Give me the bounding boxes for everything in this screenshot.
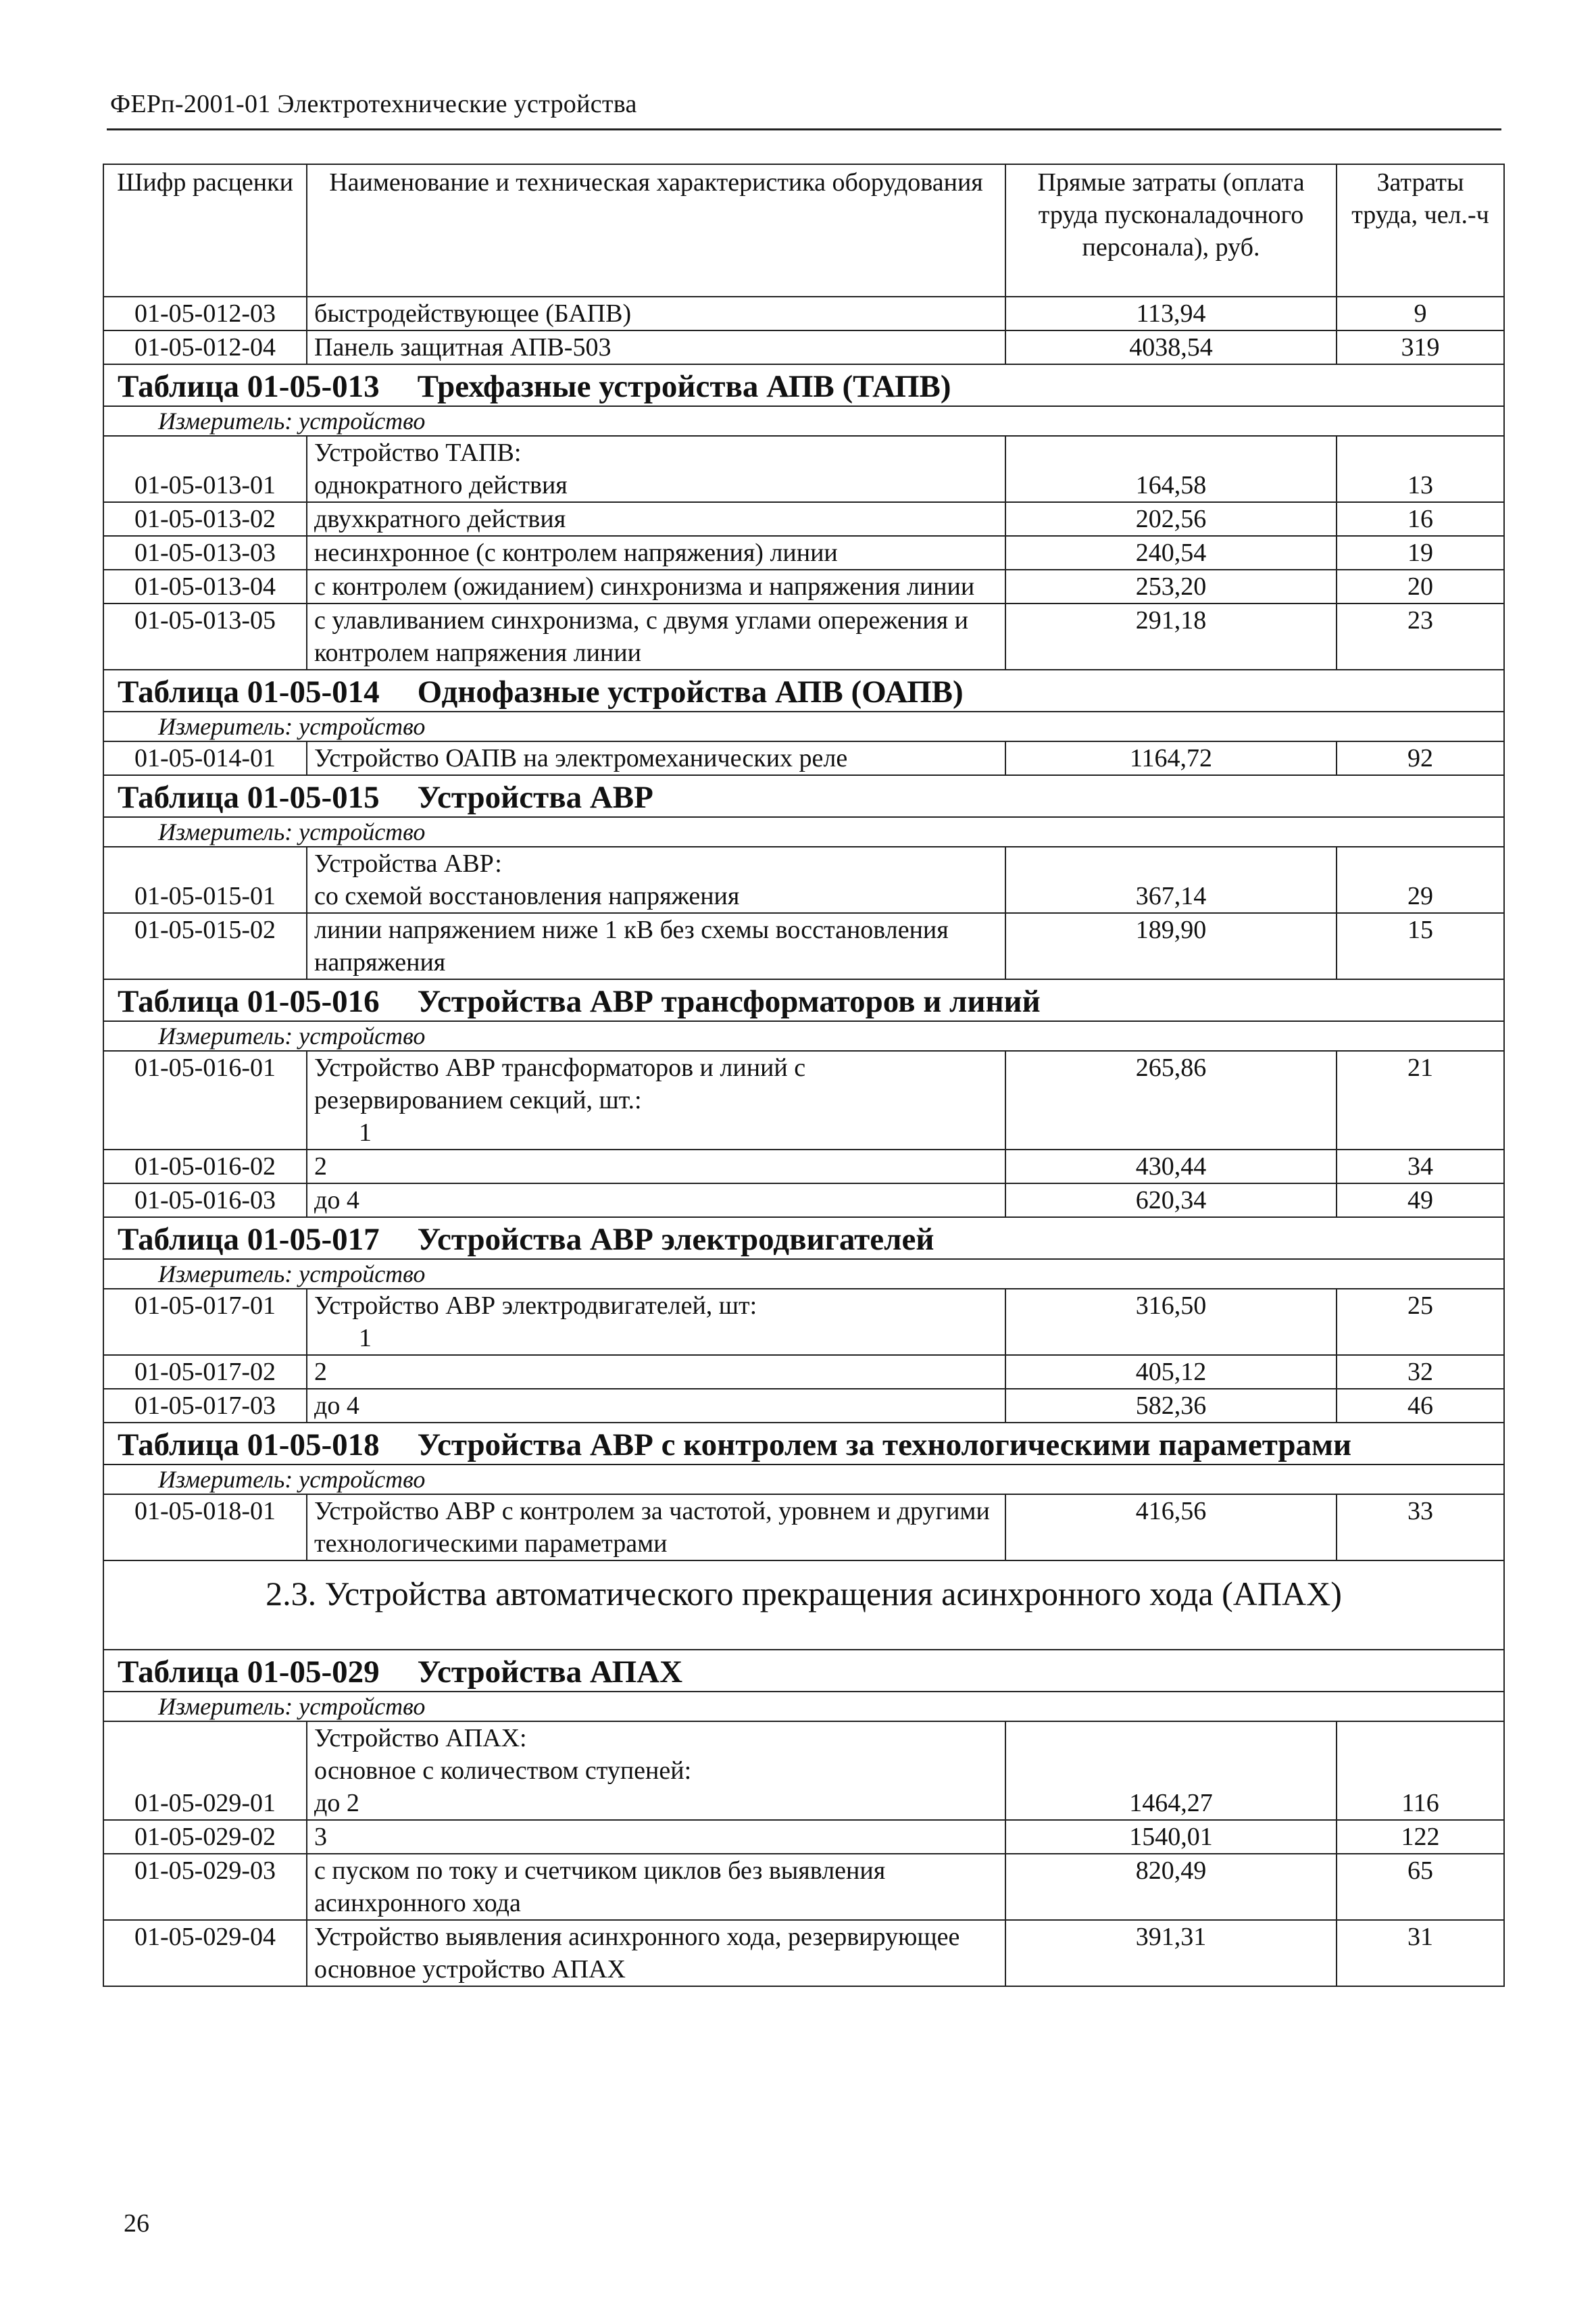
table-row [103,1355,1504,1389]
rate-labor: 20 [1337,570,1504,604]
rate-code: 01-05-018-01 [103,1494,307,1560]
table-row [103,570,1504,604]
table-header-row [103,164,1504,297]
rate-cost: 113,94 [1005,297,1337,330]
table-name: Трехфазные устройства АПВ (ТАПВ) [417,369,951,404]
rate-cost: 582,36 [1005,1389,1337,1423]
rate-cost: 316,50 [1005,1289,1337,1355]
rate-name: до 4 [307,1389,1005,1423]
table-row [103,1854,1504,1920]
rate-labor: 33 [1337,1494,1504,1560]
rate-name: 3 [307,1820,1005,1854]
rate-labor: 23 [1337,604,1504,670]
table-row [103,297,1504,330]
rate-code: 01-05-029-01 [103,1787,307,1820]
rate-name: с контролем (ожиданием) синхронизма и напряжения линии [307,570,1005,604]
header-rule [107,128,1501,130]
table-title [103,775,1504,817]
table-title [103,1423,1504,1464]
rate-name-cell [307,1289,1005,1355]
page-number: 26 [124,2209,149,2238]
rate-code: 01-05-029-03 [103,1854,307,1920]
rate-labor: 65 [1337,1854,1504,1920]
table-title-row [103,670,1504,712]
rate-labor: 319 [1337,330,1504,364]
rate-cost: 820,49 [1005,1854,1337,1920]
table-name: Однофазные устройства АПВ (ОАПВ) [417,674,964,710]
rate-labor: 21 [1337,1051,1504,1150]
table-number: Таблица 01-05-029 [118,1654,380,1690]
rate-code: 01-05-016-03 [103,1183,307,1217]
rate-code: 01-05-029-04 [103,1920,307,1986]
group-sublabel: основное с количеством ступеней: [314,1756,692,1785]
table-title-row [103,1423,1504,1464]
table-row [103,604,1504,670]
rate-labor: 46 [1337,1389,1504,1423]
table-name: Устройства АВР трансформаторов и линий [417,984,1041,1019]
rate-cost: 430,44 [1005,1150,1337,1183]
section-title: 2.3. Устройства автоматического прекращения асинхронного хода (АПАХ) [103,1560,1504,1650]
table-row [103,1389,1504,1423]
rate-code: 01-05-012-04 [103,330,307,364]
rates-table [103,164,1505,1987]
unit-label: Измеритель: устройство [103,1021,1504,1051]
table-row [103,1183,1504,1217]
rate-code: 01-05-017-02 [103,1355,307,1389]
table-row [103,330,1504,364]
table-row [103,469,1504,502]
table-row [103,741,1504,775]
rate-code: 01-05-012-03 [103,297,307,330]
unit-row [103,712,1504,741]
table-title [103,670,1504,712]
rate-code: 01-05-017-03 [103,1389,307,1423]
group-label: Устройство АВР трансформаторов и линий с резервированием секций, шт.: [314,1054,806,1114]
table-row [103,1494,1504,1560]
rate-labor: 13 [1337,469,1504,502]
rate-code: 01-05-013-02 [103,502,307,536]
rate-cost: 265,86 [1005,1051,1337,1150]
group-label: Устройство АПАХ: [314,1724,527,1752]
table-number: Таблица 01-05-013 [118,369,380,404]
rate-code: 01-05-015-02 [103,913,307,979]
table-title-row [103,979,1504,1021]
unit-row [103,817,1504,847]
rate-name: со схемой восстановления напряжения [307,880,1005,913]
rate-cost: 620,34 [1005,1183,1337,1217]
rate-labor: 49 [1337,1183,1504,1217]
table-row [103,536,1504,570]
unit-row [103,1464,1504,1494]
rate-labor: 25 [1337,1289,1504,1355]
rate-labor: 34 [1337,1150,1504,1183]
section-row [103,1560,1504,1650]
rate-cost: 367,14 [1005,880,1337,913]
rate-code: 01-05-029-02 [103,1820,307,1854]
col-header-labor: Затраты труда, чел.-ч [1337,164,1504,297]
unit-label: Измеритель: устройство [103,406,1504,436]
rate-cost: 1464,27 [1005,1787,1337,1820]
unit-label: Измеритель: устройство [103,1464,1504,1494]
rate-name: 1 [359,1118,372,1147]
rate-name: быстродействующее (БАПВ) [307,297,1005,330]
unit-label: Измеритель: устройство [103,1259,1504,1289]
rate-labor: 16 [1337,502,1504,536]
rate-labor: 116 [1337,1787,1504,1820]
rate-name: двухкратного действия [307,502,1005,536]
table-row [103,1820,1504,1854]
rate-labor: 32 [1337,1355,1504,1389]
rate-cost: 164,58 [1005,469,1337,502]
table-number: Таблица 01-05-015 [118,780,380,815]
rate-code: 01-05-013-03 [103,536,307,570]
group-label-cell [307,1721,1005,1787]
table-name: Устройства АВР с контролем за технологическими параметрами [417,1427,1352,1462]
rate-labor: 9 [1337,297,1504,330]
rate-name: Панель защитная АПВ-503 [307,330,1005,364]
group-row [103,847,1504,880]
table-row [103,1150,1504,1183]
rate-labor: 15 [1337,913,1504,979]
table-number: Таблица 01-05-018 [118,1427,380,1462]
group-label: Устройство АВР электродвигателей, шт: [314,1291,757,1320]
table-title [103,979,1504,1021]
rate-name-cell [307,1051,1005,1150]
rate-name: до 2 [307,1787,1005,1820]
col-header-name: Наименование и техническая характеристика оборудования [307,164,1005,297]
rate-code: 01-05-013-01 [103,469,307,502]
table-row [103,1920,1504,1986]
rate-cost: 4038,54 [1005,330,1337,364]
rate-name: с улавливанием синхронизма, с двумя углами опережения и контролем напряжения линии [307,604,1005,670]
table-row [103,1787,1504,1820]
group-label: Устройства АВР: [307,847,1005,880]
rate-name: 1 [359,1324,372,1352]
rate-name: Устройство выявления асинхронного хода, резервирующее основное устройство АПАХ [307,1920,1005,1986]
table-name: Устройства АВР электродвигателей [417,1222,934,1257]
table-title-row [103,775,1504,817]
rate-name: с пуском по току и счетчиком циклов без выявления асинхронного хода [307,1854,1005,1920]
rate-code: 01-05-013-04 [103,570,307,604]
unit-label: Измеритель: устройство [103,817,1504,847]
rate-labor: 19 [1337,536,1504,570]
rate-cost: 416,56 [1005,1494,1337,1560]
table-name: Устройства АПАХ [417,1654,683,1690]
rate-labor: 29 [1337,880,1504,913]
unit-row [103,1259,1504,1289]
unit-label: Измеритель: устройство [103,1692,1504,1721]
rate-name: 2 [307,1355,1005,1389]
table-title-row [103,364,1504,406]
table-title [103,364,1504,406]
col-header-cost: Прямые затраты (оплата труда пусконаладочного персонала), руб. [1005,164,1337,297]
table-title [103,1650,1504,1692]
rate-cost: 189,90 [1005,913,1337,979]
unit-row [103,1692,1504,1721]
table-title-row [103,1217,1504,1259]
table-row [103,880,1504,913]
rate-name: линии напряжением ниже 1 кВ без схемы восстановления напряжения [307,913,1005,979]
col-header-code: Шифр расценки [103,164,307,297]
table-row [103,502,1504,536]
rate-cost: 202,56 [1005,502,1337,536]
table-row [103,1289,1504,1355]
rate-code: 01-05-013-05 [103,604,307,670]
table-row [103,913,1504,979]
rate-name: однократного действия [307,469,1005,502]
rate-cost: 240,54 [1005,536,1337,570]
table-title [103,1217,1504,1259]
table-name: Устройства АВР [417,780,653,815]
unit-row [103,406,1504,436]
table-number: Таблица 01-05-016 [118,984,380,1019]
group-row [103,436,1504,469]
group-label: Устройство ТАПВ: [307,436,1005,469]
rate-code: 01-05-014-01 [103,741,307,775]
table-number: Таблица 01-05-017 [118,1222,380,1257]
group-row [103,1721,1504,1787]
rate-name: до 4 [307,1183,1005,1217]
rate-code: 01-05-016-01 [103,1051,307,1150]
rate-cost: 291,18 [1005,604,1337,670]
unit-label: Измеритель: устройство [103,712,1504,741]
rate-cost: 1164,72 [1005,741,1337,775]
rate-code: 01-05-015-01 [103,880,307,913]
rate-cost: 1540,01 [1005,1820,1337,1854]
rate-name: 2 [307,1150,1005,1183]
table-title-row [103,1650,1504,1692]
rate-labor: 31 [1337,1920,1504,1986]
unit-row [103,1021,1504,1051]
rate-labor: 92 [1337,741,1504,775]
rate-labor: 122 [1337,1820,1504,1854]
document-header: ФЕРп-2001-01 Электротехнические устройства [110,90,637,118]
rate-cost: 253,20 [1005,570,1337,604]
rate-cost: 405,12 [1005,1355,1337,1389]
rate-cost: 391,31 [1005,1920,1337,1986]
rate-code: 01-05-017-01 [103,1289,307,1355]
rate-name: несинхронное (с контролем напряжения) линии [307,536,1005,570]
rate-name: Устройство АВР с контролем за частотой, уровнем и другими технологическими параметрами [307,1494,1005,1560]
rate-code: 01-05-016-02 [103,1150,307,1183]
table-row [103,1051,1504,1150]
rate-name: Устройство ОАПВ на электромеханических реле [307,741,1005,775]
table-number: Таблица 01-05-014 [118,674,380,710]
